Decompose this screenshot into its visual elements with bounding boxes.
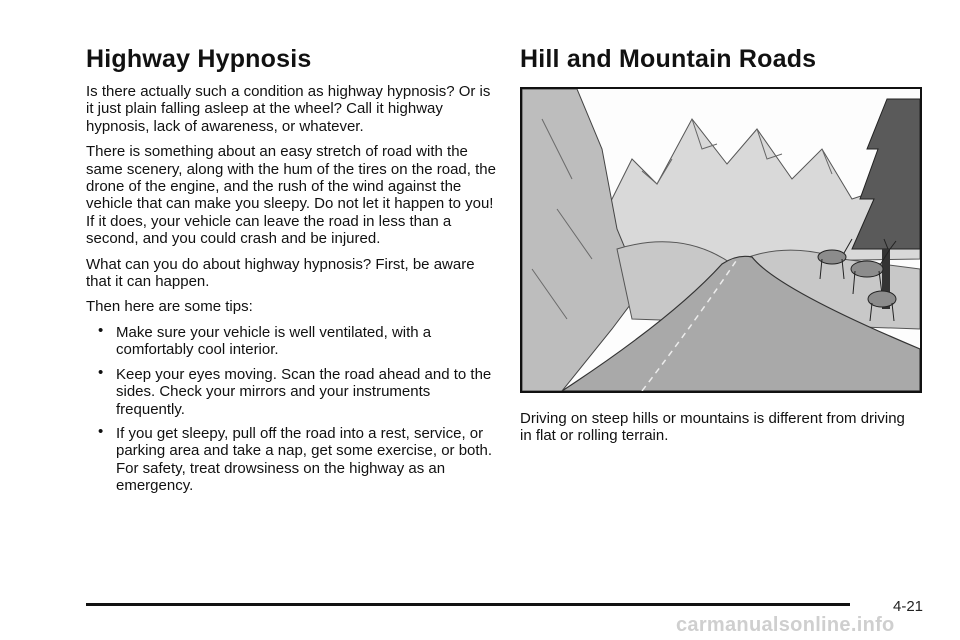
paragraph: Then here are some tips: <box>86 298 253 316</box>
section-heading-highway-hypnosis: Highway Hypnosis <box>86 45 312 73</box>
section-heading-hill-mountain-roads: Hill and Mountain Roads <box>520 45 817 73</box>
bullet-icon: • <box>98 363 104 381</box>
footer-rule <box>86 603 850 606</box>
tip-item <box>86 422 496 495</box>
bullet-icon: • <box>98 321 104 339</box>
mountain-road-illustration <box>520 87 922 393</box>
hill-mountain-caption: Driving on steep hills or mountains is different from driving in flat or rolling terrain. <box>520 410 905 445</box>
paragraph: There is something about an easy stretch of road with the same scenery, along with the hum of the tires on the road, the drone of the engine, and the rush of the wind against the vehicle that can make you sleepy. Do not let it happen to you! If it does, your vehicle can leave the road in less than a second, and you could crash and be injured. <box>86 143 496 248</box>
tip-text: Keep your eyes moving. Scan the road ahead and to the sides. Check your mirrors and your instruments frequently. <box>116 365 492 418</box>
paragraph: Is there actually such a condition as highway hypnosis? Or is it just plain falling asleep at the wheel? Call it highway hypnosis, lack of awareness, or whatever. <box>86 83 491 135</box>
tip-text: Make sure your vehicle is well ventilated, with a comfortably cool interior. <box>116 323 432 359</box>
page-number: 4-21 <box>893 598 924 615</box>
tip-item <box>86 363 496 418</box>
tip-item <box>86 321 496 359</box>
watermark: carmanualsonline.info <box>676 614 895 636</box>
tip-text: If you get sleepy, pull off the road into a rest, service, or parking area and take a nap, get some exercise, or both. For safety, treat drowsiness on the highway as an emergency. <box>116 424 493 495</box>
highway-hypnosis-body <box>86 83 496 502</box>
paragraph: What can you do about highway hypnosis? First, be aware that it can happen. <box>86 255 475 291</box>
bullet-icon: • <box>98 422 104 440</box>
